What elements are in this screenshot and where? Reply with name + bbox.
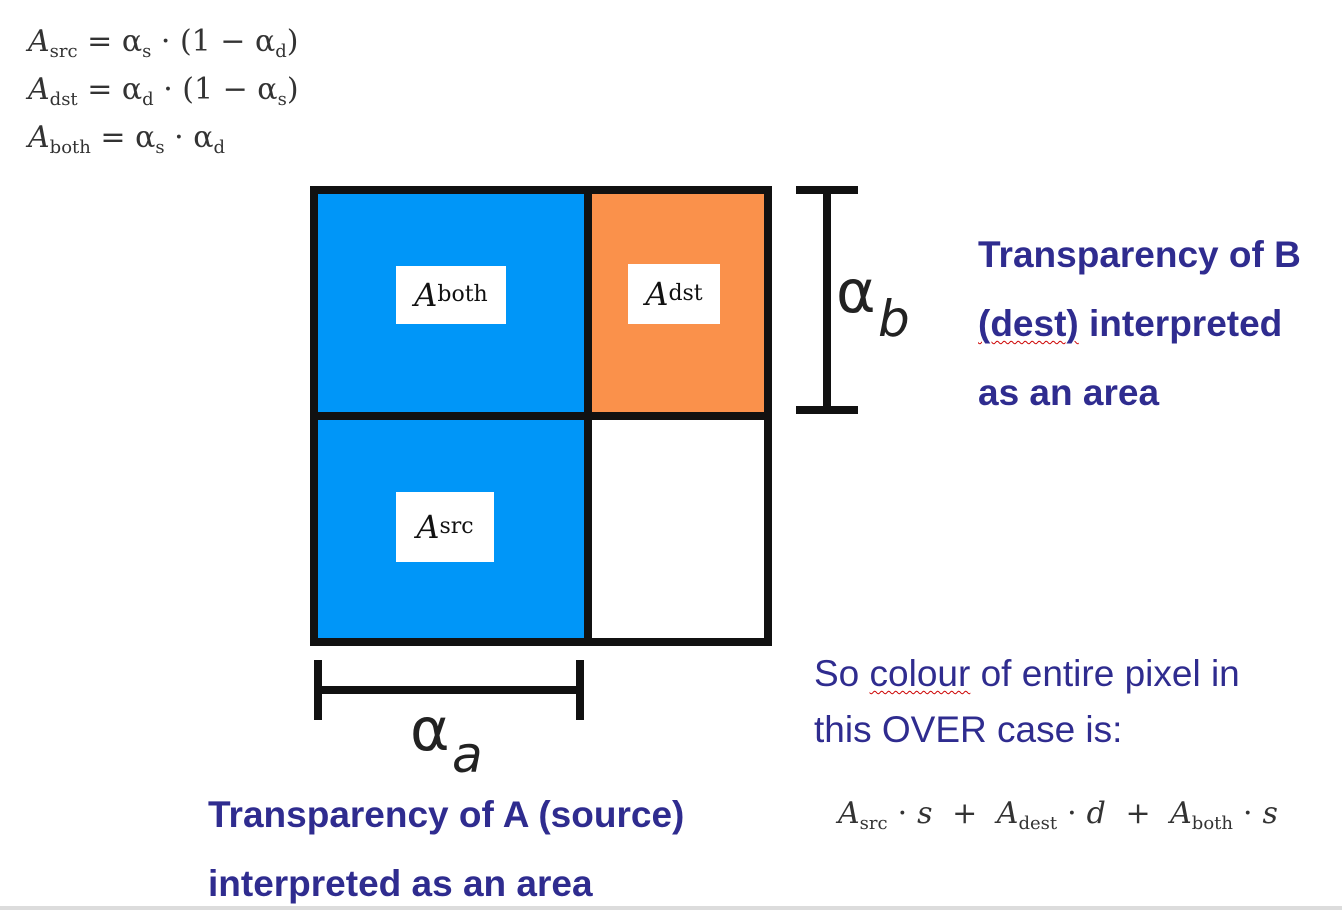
alpha-a-subscript: a <box>452 726 483 784</box>
alpha-b-subscript: b <box>878 290 910 348</box>
equations-block <box>28 18 299 162</box>
equation-src: $A_{src} = \alpha_s \cdot (1 - \alpha_d)$ <box>28 24 299 62</box>
cell-empty <box>592 420 764 638</box>
caption-transparency-a: Transparency of A (source) interpreted as an area <box>208 794 685 904</box>
alpha-a-symbol: α <box>410 695 450 765</box>
alpha-b-symbol: α <box>836 257 876 327</box>
brace-a-right <box>576 660 584 720</box>
brace-b-bottom <box>796 406 858 414</box>
over-formula: $A_{src} \cdot s + A_{dest} \cdot d + A_{both} \cdot s$ <box>838 796 1278 834</box>
horizontal-divider <box>318 412 764 420</box>
label-a-dst: A dst <box>628 264 720 324</box>
brace-a-bar <box>314 686 584 694</box>
caption-transparency-b: Transparency of B (dest) interpreted as an area <box>978 234 1301 413</box>
conclusion-text: So colour of entire pixel in this OVER case is: <box>814 653 1240 750</box>
label-a-both: A both <box>396 266 506 324</box>
bottom-border <box>0 906 1342 910</box>
equation-both: $A_{both} = \alpha_s \cdot \alpha_d$ <box>28 120 225 158</box>
label-a-src: A src <box>396 492 494 562</box>
equation-dst: $A_{dst} = \alpha_d \cdot (1 - \alpha_s)$ <box>28 72 299 110</box>
area-grid <box>310 186 772 646</box>
brace-b-bar <box>823 186 831 414</box>
